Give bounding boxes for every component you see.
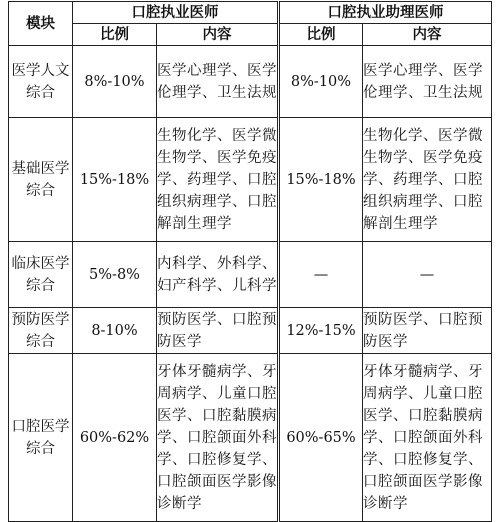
module-cell: 口腔医学综合	[9, 354, 73, 522]
header-assistant-content: 内容	[363, 24, 492, 46]
table-row	[9, 242, 492, 308]
practitioner-content-cell: 生物化学、医学微生物学、医学免疫学、药理学、口腔组织病理学、口腔解剖生理学	[157, 118, 279, 242]
module-cell: 医学人文综合	[9, 46, 73, 118]
header-row-sub	[9, 24, 492, 46]
assistant-ratio-cell: 60%-65%	[279, 354, 363, 522]
assistant-content-cell: 生物化学、医学微生物学、医学免疫学、药理学、口腔组织病理学、口腔解剖生理学	[363, 118, 492, 242]
table-row	[9, 46, 492, 118]
header-row-top	[9, 2, 492, 24]
assistant-ratio-cell: 15%-18%	[279, 118, 363, 242]
practitioner-content-cell: 医学心理学、医学伦理学、卫生法规	[157, 46, 279, 118]
practitioner-ratio-cell: 8-10%	[73, 308, 157, 354]
assistant-ratio-cell: 8%-10%	[279, 46, 363, 118]
module-cell: 基础医学综合	[9, 118, 73, 242]
module-cell: 预防医学综合	[9, 308, 73, 354]
table-row	[9, 354, 492, 522]
header-practitioner-ratio: 比例	[73, 24, 157, 46]
practitioner-ratio-cell: 60%-62%	[73, 354, 157, 522]
header-assistant: 口腔执业助理医师	[279, 2, 492, 24]
assistant-content-cell: 牙体牙髓病学、牙周病学、儿童口腔医学、口腔黏膜病学、口腔颌面外科学、口腔修复学、口腔颌面医学影像诊断学	[363, 354, 492, 522]
assistant-content-cell: 医学心理学、医学伦理学、卫生法规	[363, 46, 492, 118]
exam-content-table	[8, 1, 492, 522]
header-practitioner-content: 内容	[157, 24, 279, 46]
header-module: 模块	[9, 2, 73, 46]
header-practitioner: 口腔执业医师	[73, 2, 279, 24]
assistant-ratio-cell: —	[279, 242, 363, 308]
table-row	[9, 118, 492, 242]
module-cell: 临床医学综合	[9, 242, 73, 308]
practitioner-content-cell: 内科学、外科学、妇产科学、儿科学	[157, 242, 279, 308]
practitioner-content-cell: 牙体牙髓病学、牙周病学、儿童口腔医学、口腔黏膜病学、口腔颌面外科学、口腔修复学、口腔颌面医学影像诊断学	[157, 354, 279, 522]
practitioner-content-cell: 预防医学、口腔预防医学	[157, 308, 279, 354]
header-assistant-ratio: 比例	[279, 24, 363, 46]
assistant-ratio-cell: 12%-15%	[279, 308, 363, 354]
table-row	[9, 308, 492, 354]
practitioner-ratio-cell: 8%-10%	[73, 46, 157, 118]
practitioner-ratio-cell: 15%-18%	[73, 118, 157, 242]
assistant-content-cell: 预防医学、口腔预防医学	[363, 308, 492, 354]
assistant-content-cell: —	[363, 242, 492, 308]
practitioner-ratio-cell: 5%-8%	[73, 242, 157, 308]
